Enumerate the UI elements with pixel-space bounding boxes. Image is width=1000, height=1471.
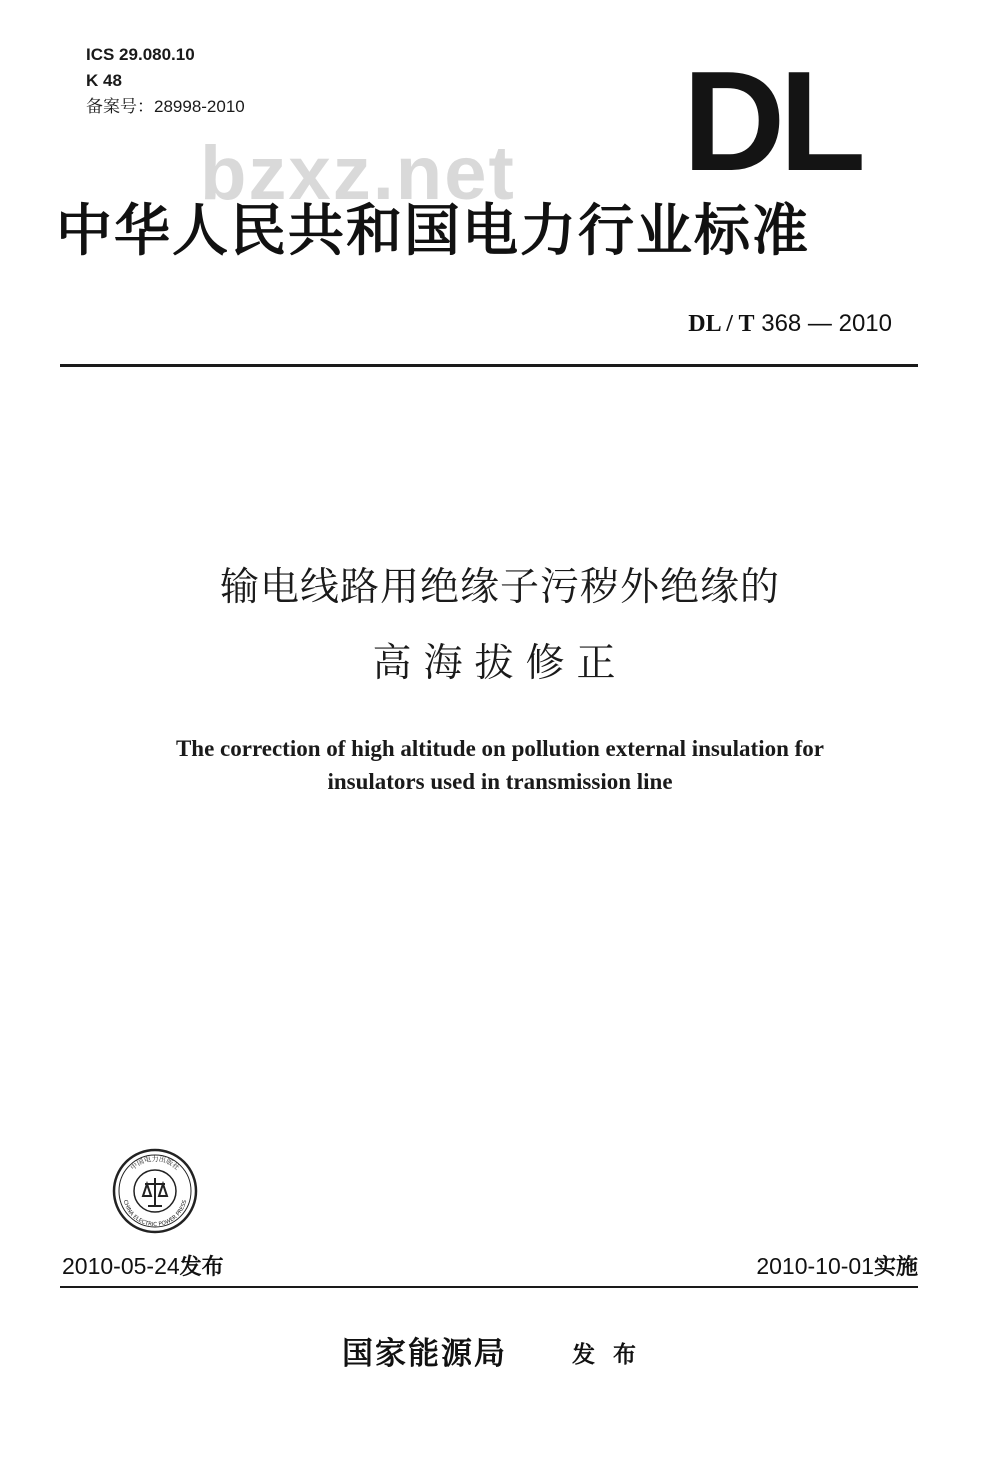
- document-title-en: [0, 732, 1000, 798]
- footer-divider: [60, 1286, 918, 1288]
- publish-date-label: 发布: [179, 1255, 224, 1280]
- publisher-seal-icon: [112, 1148, 198, 1234]
- document-title-cn-line1: 输电线路用绝缘子污秽外绝缘的: [219, 565, 780, 610]
- effective-date-value: 2010-10-01: [756, 1253, 874, 1279]
- document-title-en-line2: insulators used in transmission line: [327, 769, 673, 794]
- dl-logo: DL: [682, 42, 860, 201]
- effective-date-label: 实施: [873, 1255, 918, 1280]
- publisher-action: 发布: [572, 1342, 654, 1368]
- document-meta: [86, 42, 245, 120]
- standard-title: 中华人民共和国电力行业标准: [56, 199, 810, 264]
- svg-text:中国电力出版社: [128, 1154, 181, 1172]
- publish-date: [62, 1250, 224, 1281]
- standard-number-prefix: DL / T: [688, 311, 755, 337]
- watermark: bzxz.net: [200, 131, 516, 216]
- document-title-en-line1: The correction of high altitude on pollution external insulation for: [175, 736, 825, 761]
- record-number: 备案号：28998-2010: [86, 97, 245, 116]
- header-divider: [60, 364, 918, 367]
- standard-number-value: 368 — 2010: [761, 310, 892, 337]
- ics-code: ICS 29.080.10: [86, 45, 195, 64]
- standard-number: [688, 310, 892, 338]
- publisher-name: 国家能源局: [342, 1336, 507, 1372]
- seal-bottom-text: CHINA ELECTRIC POWER PRESS: [121, 1199, 189, 1229]
- publish-date-value: 2010-05-24: [62, 1253, 180, 1279]
- seal-top-text: 中国电力出版社: [129, 1155, 181, 1172]
- effective-date: [756, 1250, 918, 1281]
- classification-code: K 48: [86, 71, 122, 90]
- document-title-cn-line2: 高海拔修正: [372, 641, 628, 686]
